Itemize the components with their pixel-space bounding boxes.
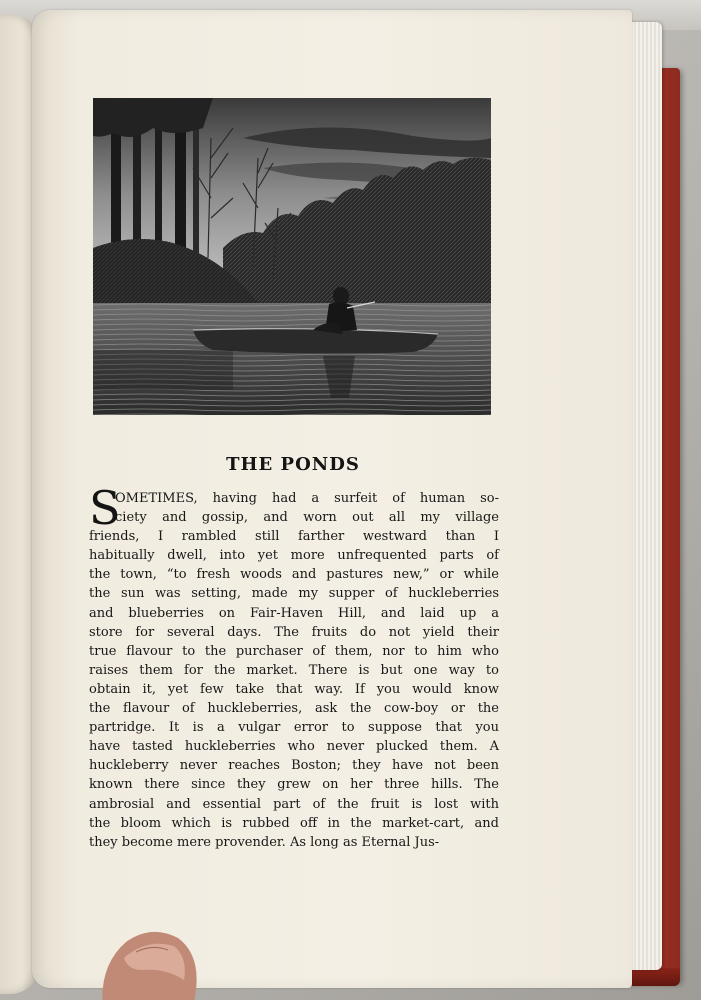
text-line: partridge. It is a vulgar error to suppose that you — [89, 720, 499, 736]
text-line: known there since they grew on her three hills. The — [89, 777, 499, 793]
text-line: obtain it, yet few take that way. If you would know — [89, 681, 499, 697]
thumb — [96, 928, 206, 1000]
text-line: habitually dwell, into yet more unfrequented parts of — [89, 548, 499, 564]
text-line: the town, “to fresh woods and pastures new,” or while — [89, 567, 499, 583]
wood-engraving-illustration — [93, 98, 491, 415]
text-line: and blueberries on Fair-Haven Hill, and laid up a — [89, 605, 499, 621]
text-line: they become mere provender. As long as Eternal Jus- — [89, 834, 440, 850]
chapter-body — [89, 481, 499, 852]
text-line: friends, I rambled still farther westward than I — [89, 529, 499, 545]
text-line: raises them for the market. There is but one way to — [89, 662, 499, 678]
text-line: huckleberry never reaches Boston; they have not been — [89, 758, 499, 774]
text-line: OMETIMES, having had a surfeit of human so- — [115, 491, 499, 506]
text-line: the flavour of huckleberries, ask the cow-boy or the — [89, 701, 499, 717]
text-line: ciety and gossip, and worn out all my village — [115, 510, 499, 526]
drop-cap: S — [89, 481, 121, 535]
chapter-title: THE PONDS — [226, 454, 360, 475]
text-line: true flavour to the purchaser of them, nor to him who — [89, 643, 499, 659]
text-line: the bloom which is rubbed off in the market-cart, and — [89, 815, 499, 831]
text-line: ambrosial and essential part of the fruit is lost with — [89, 796, 499, 812]
text-line: have tasted huckleberries who never plucked them. A — [89, 739, 499, 755]
text-line: store for several days. The fruits do not yield their — [89, 624, 499, 640]
text-line: the sun was setting, made my supper of huckleberries — [89, 586, 499, 602]
